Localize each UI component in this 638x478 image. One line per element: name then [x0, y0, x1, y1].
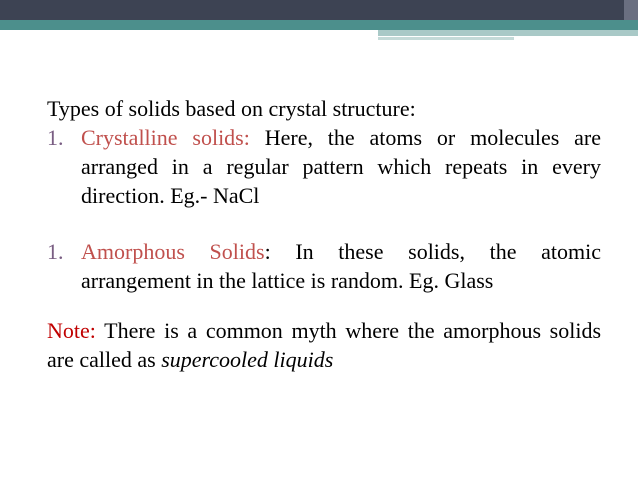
- note-label: Note:: [47, 318, 96, 343]
- list-item-amorphous: [47, 237, 601, 295]
- intro-text: Types of solids based on crystal structure:: [47, 96, 416, 121]
- header-strip-light: [378, 30, 638, 36]
- list-number: 1.: [47, 125, 64, 150]
- header-band-teal: [0, 20, 638, 30]
- slide-content: [47, 94, 601, 396]
- item-text: Here, the atoms or molecules are arranged in a regular pattern which repeats in every direction. Eg.- NaCl: [81, 125, 602, 208]
- note-paragraph: [47, 316, 601, 374]
- term-crystalline: Crystalline solids:: [81, 125, 250, 150]
- note-text: There is a common myth where the amorphous solids are called as: [47, 318, 601, 372]
- list-item-crystalline: [47, 123, 601, 210]
- term-amorphous: Amorphous Solids: [81, 239, 265, 264]
- header-band-dark: [0, 0, 638, 20]
- note-emphasis: supercooled liquids: [161, 347, 334, 372]
- header-strip-faint: [378, 37, 514, 40]
- list-number: 1.: [47, 239, 64, 264]
- header-band-accent: [624, 0, 638, 20]
- item-text: : In these solids, the atomic arrangement in the lattice is random. Eg. Glass: [81, 239, 601, 293]
- solids-list: [47, 123, 601, 295]
